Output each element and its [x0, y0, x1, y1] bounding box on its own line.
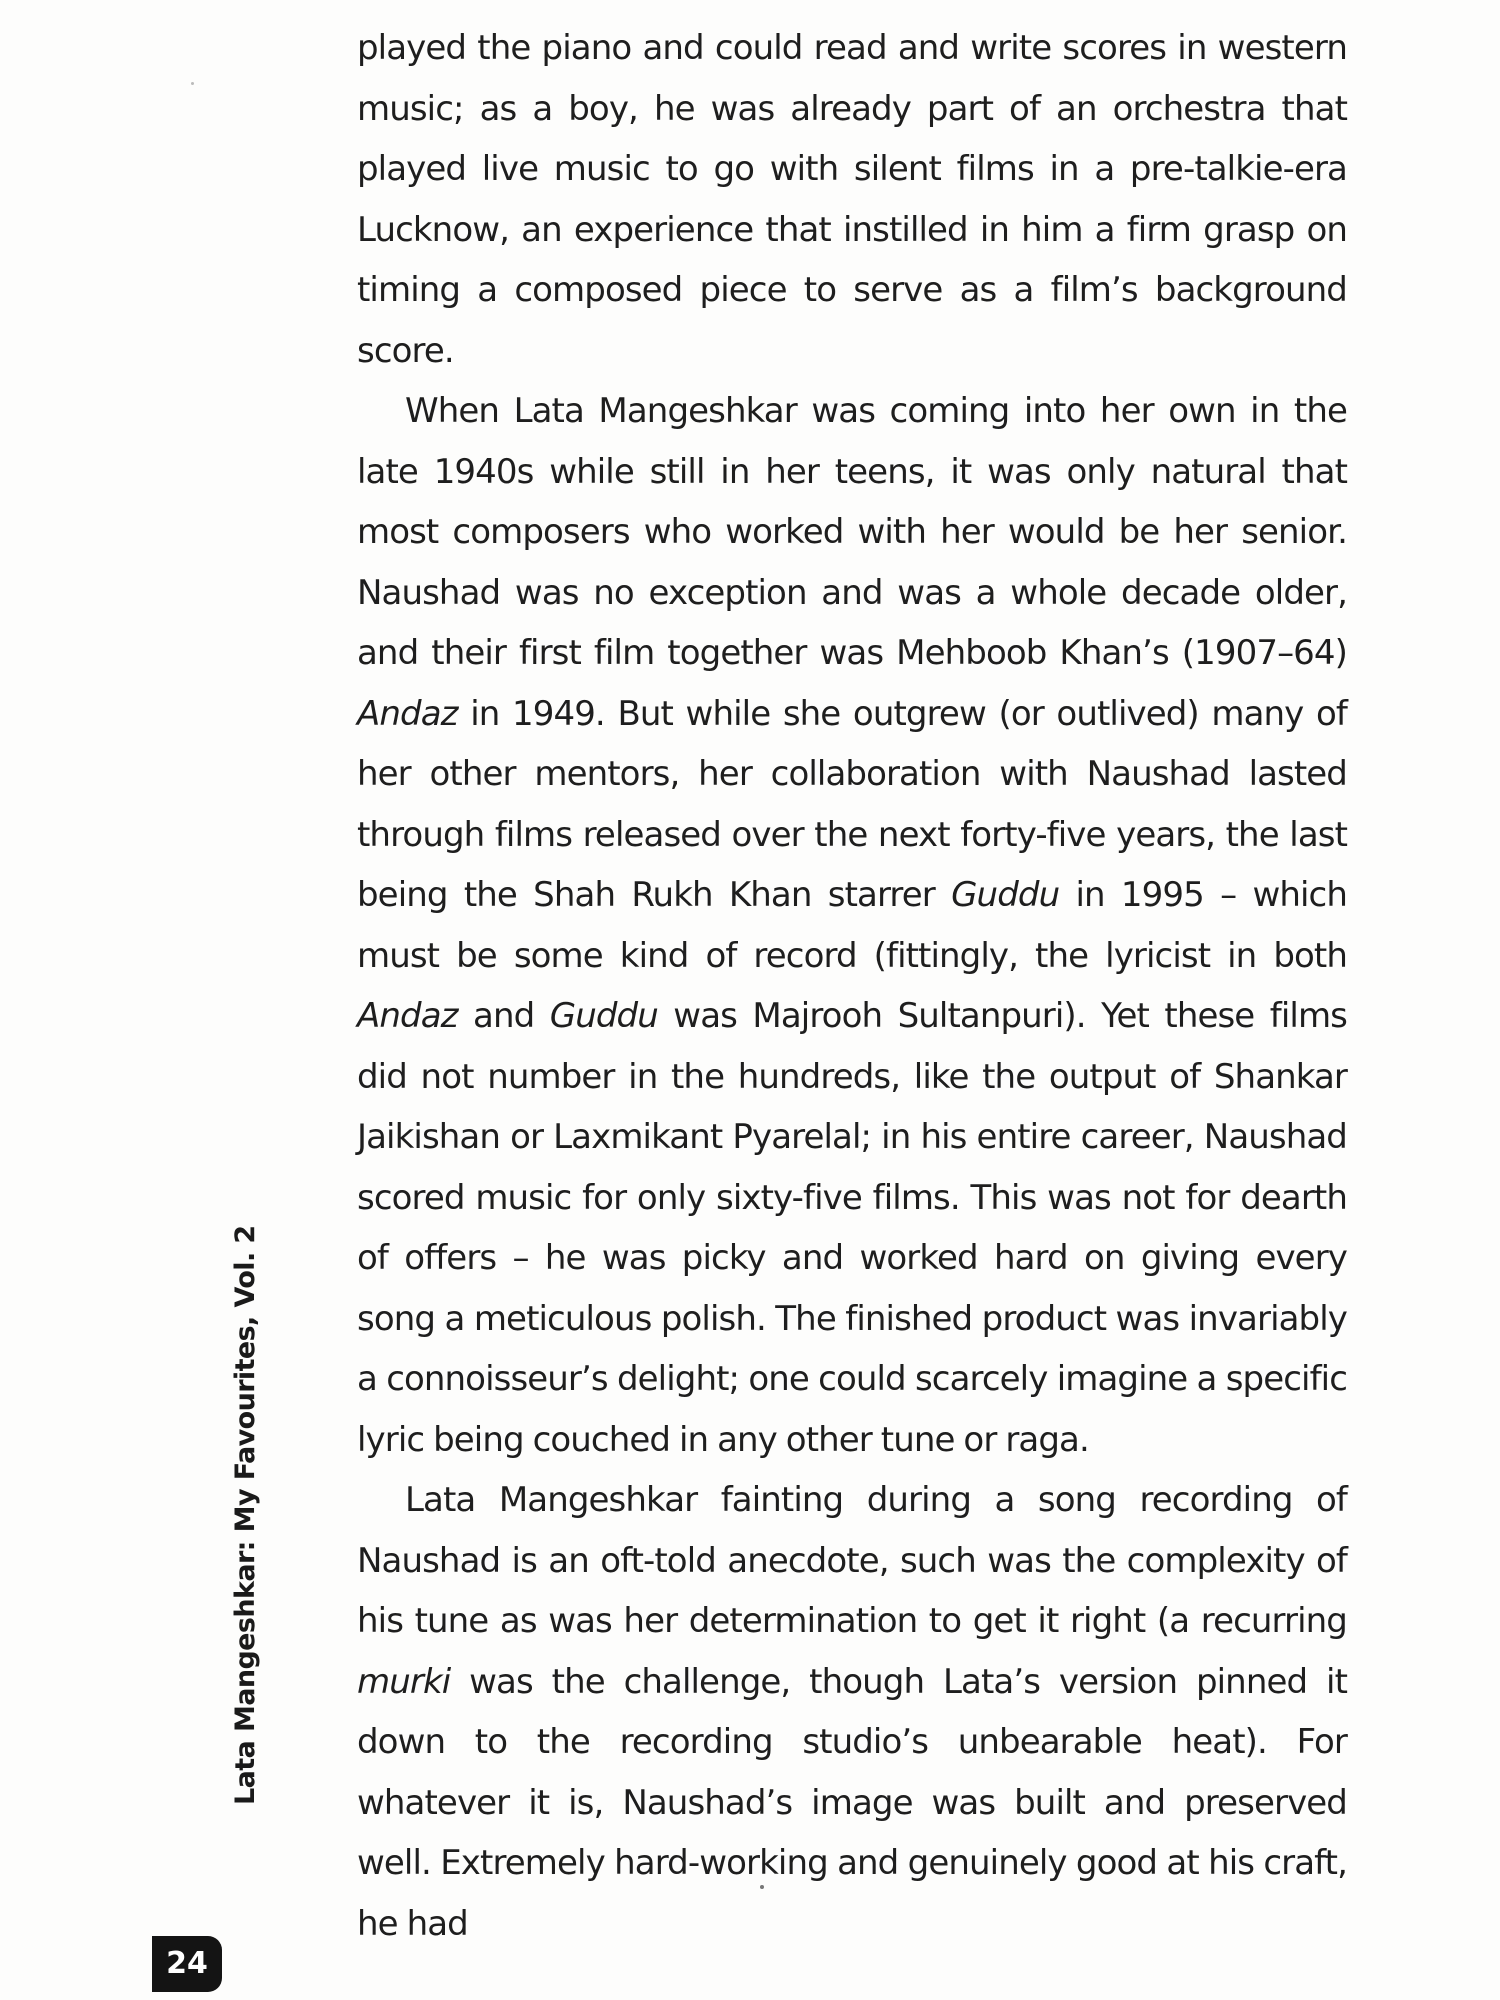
text-run: was Majrooh Sultanpuri). Yet these films did not number in the hundreds, like the output of Shankar Jaikishan or Laxmikant Pyarelal; in his entire career, Naushad scored music for only sixty-five films. This was not for dearth of offers – he was picky and worked hard on giving every song a meticulous polish. The finished product was invariably a connoisseur’s delight; one could scarcely imagine a specific lyric being couched in any other tune or raga.: [357, 996, 1347, 1460]
text-run: in 1995 – which must be some kind of record (fittingly, the lyricist in both: [357, 875, 1347, 976]
text-run: played the piano and could read and write scores in western music; as a boy, he was already part of an orchestra that played live music to go with silent films in a pre-talkie-era Lucknow, an experience that instilled in him a firm grasp on timing a composed piece to serve as a film’s background score.: [357, 28, 1347, 371]
italic-title: Andaz: [357, 693, 458, 734]
italic-title: Guddu: [549, 996, 658, 1036]
paragraph: [357, 381, 1347, 1470]
text-run: When Lata Mangeshkar was coming into her own in the late 1940s while still in her teens, it was only natural that most composers who worked with her would be her senior. Naushad was no exception and was a whole decade older, and their first film together was Mehboob Khan’s (1907–64): [357, 391, 1347, 673]
print-speck: [760, 1885, 764, 1889]
text-run: and: [457, 996, 550, 1036]
italic-title: Andaz: [357, 996, 458, 1036]
paragraph: [357, 1470, 1347, 1954]
print-speck: [191, 82, 194, 85]
running-head: Lata Mangeshkar: My Favourites, Vol. 2: [230, 1225, 261, 1805]
italic-title: murki: [357, 1661, 451, 1702]
italic-title: Guddu: [951, 875, 1060, 915]
text-run: in 1949. But while she outgrew (or outlived) many of her other mentors, her collaboration with Naushad lasted through films released over the next forty-five years, the last being the Shah Rukh Khan starrer: [357, 693, 1347, 915]
page-number: 24: [152, 1936, 222, 1992]
paragraph: [357, 18, 1347, 381]
text-run: Lata Mangeshkar fainting during a song recording of Naushad is an oft-told anecdote, such was the complexity of his tune as was her determination to get it right (a recurring: [357, 1480, 1347, 1641]
text-run: was the challenge, though Lata’s version pinned it down to the recording studio’s unbearable heat). For whatever it is, Naushad’s image was built and preserved well. Extremely hard-working and genuinely good at his craft, he had: [357, 1661, 1347, 1944]
body-text: [357, 18, 1347, 1954]
